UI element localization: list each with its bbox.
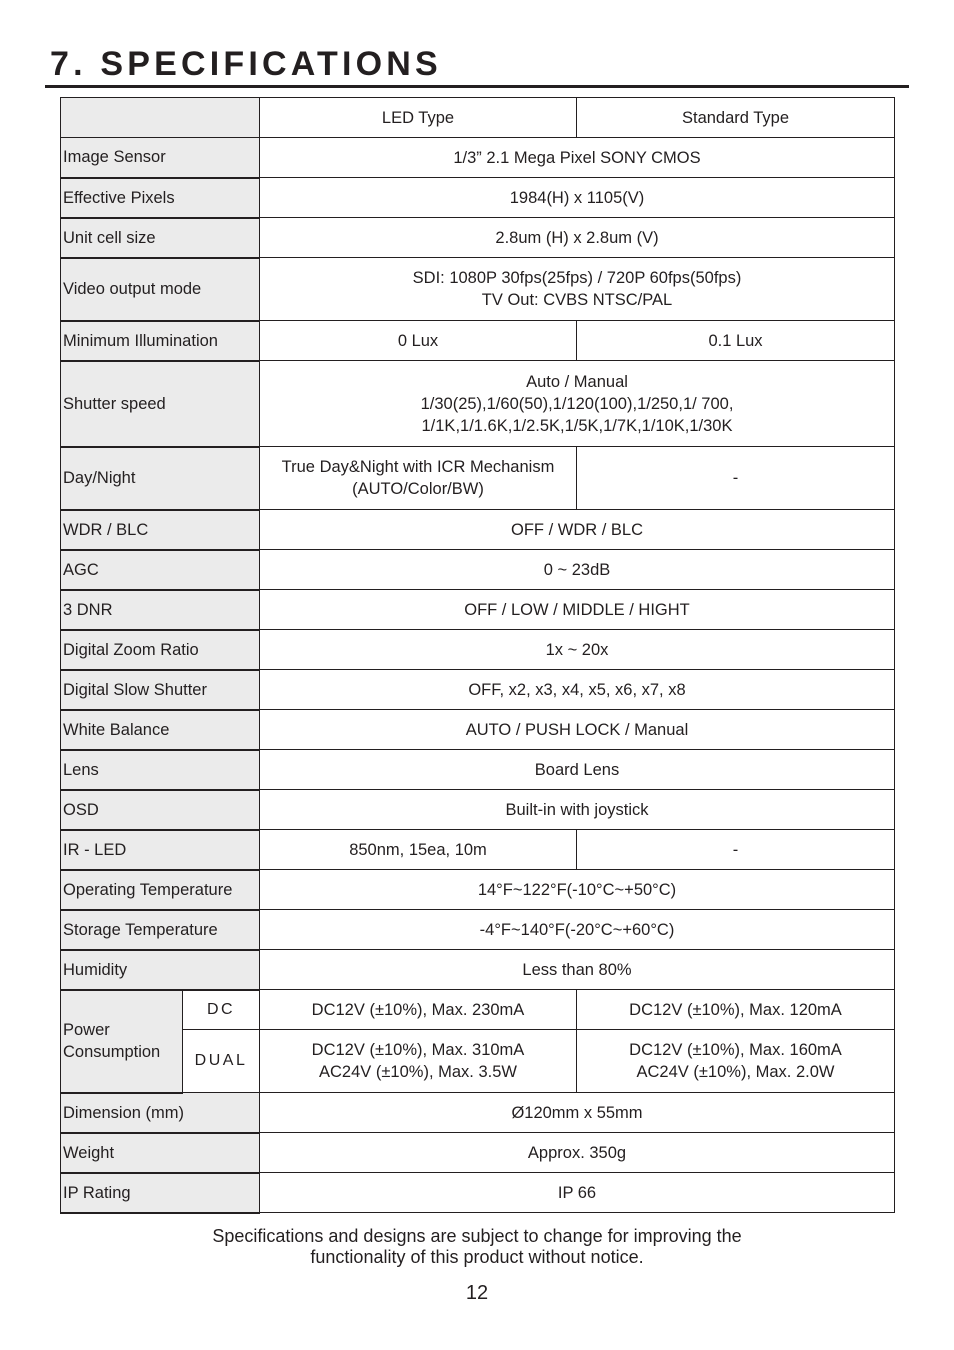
- spec-label: Storage Temperature: [61, 910, 260, 950]
- spec-value: Approx. 350g: [260, 1133, 895, 1173]
- page-number: 12: [465, 1282, 489, 1304]
- spec-value-led: True Day&Night with ICR Mechanism (AUTO/Color/BW): [260, 447, 577, 510]
- spec-row-minimum-illumination: [61, 321, 895, 361]
- spec-label: Image Sensor: [61, 138, 260, 178]
- spec-row-unit-cell-size: [61, 218, 895, 258]
- spec-label: Humidity: [61, 950, 260, 990]
- spec-value: IP 66: [260, 1173, 895, 1213]
- spec-label: IR - LED: [61, 830, 260, 870]
- spec-label: Video output mode: [61, 258, 260, 321]
- spec-label: 3 DNR: [61, 590, 260, 630]
- spec-value: 1/3” 2.1 Mega Pixel SONY CMOS: [260, 138, 895, 178]
- spec-value: 1x ~ 20x: [260, 630, 895, 670]
- spec-label: Unit cell size: [61, 218, 260, 258]
- spec-row-shutter-speed: [61, 361, 895, 447]
- spec-value: Board Lens: [260, 750, 895, 790]
- spec-value: 1984(H) x 1105(V): [260, 178, 895, 218]
- spec-row-dimension: [61, 1093, 895, 1133]
- spec-row-ir-led: [61, 830, 895, 870]
- spec-row-digital-slow-shutter: [61, 670, 895, 710]
- spec-label: OSD: [61, 790, 260, 830]
- specifications-footnote: Specifications and designs are subject to change for improving the functionality of this product without notice.: [212, 1226, 742, 1267]
- spec-row-power-dual: [61, 1030, 895, 1093]
- spec-row-agc: [61, 550, 895, 590]
- spec-row-humidity: [61, 950, 895, 990]
- spec-row-video-output-mode: [61, 258, 895, 321]
- header-standard-type: Standard Type: [577, 98, 895, 138]
- spec-row-wdr-blc: [61, 510, 895, 550]
- spec-row-storage-temperature: [61, 910, 895, 950]
- spec-label: Lens: [61, 750, 260, 790]
- spec-label: Weight: [61, 1133, 260, 1173]
- spec-value: 14°F~122°F(-10°C~+50°C): [260, 870, 895, 910]
- spec-label: WDR / BLC: [61, 510, 260, 550]
- spec-value-standard: -: [577, 830, 895, 870]
- spec-value: 0 ~ 23dB: [260, 550, 895, 590]
- spec-label: Effective Pixels: [61, 178, 260, 218]
- spec-label: Digital Slow Shutter: [61, 670, 260, 710]
- spec-value: 2.8um (H) x 2.8um (V): [260, 218, 895, 258]
- spec-row-image-sensor: [61, 138, 895, 178]
- spec-value: SDI: 1080P 30fps(25fps) / 720P 60fps(50fps) TV Out: CVBS NTSC/PAL: [260, 258, 895, 321]
- power-sub-label-dual: DUAL: [183, 1030, 260, 1093]
- header-led-type: LED Type: [260, 98, 577, 138]
- spec-value: -4°F~140°F(-20°C~+60°C): [260, 910, 895, 950]
- spec-row-ip-rating: [61, 1173, 895, 1213]
- spec-value-standard: -: [577, 447, 895, 510]
- spec-value-standard: 0.1 Lux: [577, 321, 895, 361]
- spec-value: Ø120mm x 55mm: [260, 1093, 895, 1133]
- spec-value: OFF / WDR / BLC: [260, 510, 895, 550]
- spec-row-osd: [61, 790, 895, 830]
- spec-value: Built-in with joystick: [260, 790, 895, 830]
- spec-row-power-dc: [61, 990, 895, 1030]
- page-title: 7. SPECIFICATIONS: [50, 45, 442, 83]
- spec-row-weight: [61, 1133, 895, 1173]
- spec-label: White Balance: [61, 710, 260, 750]
- title-divider: [45, 85, 909, 88]
- spec-value-led: DC12V (±10%), Max. 310mA AC24V (±10%), Max. 3.5W: [260, 1030, 577, 1093]
- spec-value: Auto / Manual 1/30(25),1/60(50),1/120(100),1/250,1/ 700, 1/1K,1/1.6K,1/2.5K,1/5K,1/7K,1/10K,1/30K: [260, 361, 895, 447]
- spec-value: AUTO / PUSH LOCK / Manual: [260, 710, 895, 750]
- power-sub-label-dc: DC: [183, 990, 260, 1030]
- table-header-row: [61, 98, 895, 138]
- power-consumption-label: Power Consumption: [61, 990, 183, 1093]
- spec-value-standard: DC12V (±10%), Max. 120mA: [577, 990, 895, 1030]
- spec-row-effective-pixels: [61, 178, 895, 218]
- spec-row-white-balance: [61, 710, 895, 750]
- spec-label: AGC: [61, 550, 260, 590]
- spec-value: Less than 80%: [260, 950, 895, 990]
- spec-value-led: DC12V (±10%), Max. 230mA: [260, 990, 577, 1030]
- spec-value-led: 0 Lux: [260, 321, 577, 361]
- spec-row-digital-zoom-ratio: [61, 630, 895, 670]
- spec-label: Digital Zoom Ratio: [61, 630, 260, 670]
- spec-value: OFF / LOW / MIDDLE / HIGHT: [260, 590, 895, 630]
- spec-row-operating-temperature: [61, 870, 895, 910]
- spec-label: Operating Temperature: [61, 870, 260, 910]
- spec-label: Day/Night: [61, 447, 260, 510]
- specifications-table: [60, 97, 895, 1214]
- spec-label: Dimension (mm): [61, 1093, 260, 1133]
- spec-row-3dnr: [61, 590, 895, 630]
- spec-label: Shutter speed: [61, 361, 260, 447]
- header-blank-cell: [61, 98, 260, 138]
- spec-label: IP Rating: [61, 1173, 260, 1213]
- spec-value-standard: DC12V (±10%), Max. 160mA AC24V (±10%), Max. 2.0W: [577, 1030, 895, 1093]
- spec-row-lens: [61, 750, 895, 790]
- spec-label: Minimum Illumination: [61, 321, 260, 361]
- spec-row-day-night: [61, 447, 895, 510]
- spec-value: OFF, x2, x3, x4, x5, x6, x7, x8: [260, 670, 895, 710]
- spec-value-led: 850nm, 15ea, 10m: [260, 830, 577, 870]
